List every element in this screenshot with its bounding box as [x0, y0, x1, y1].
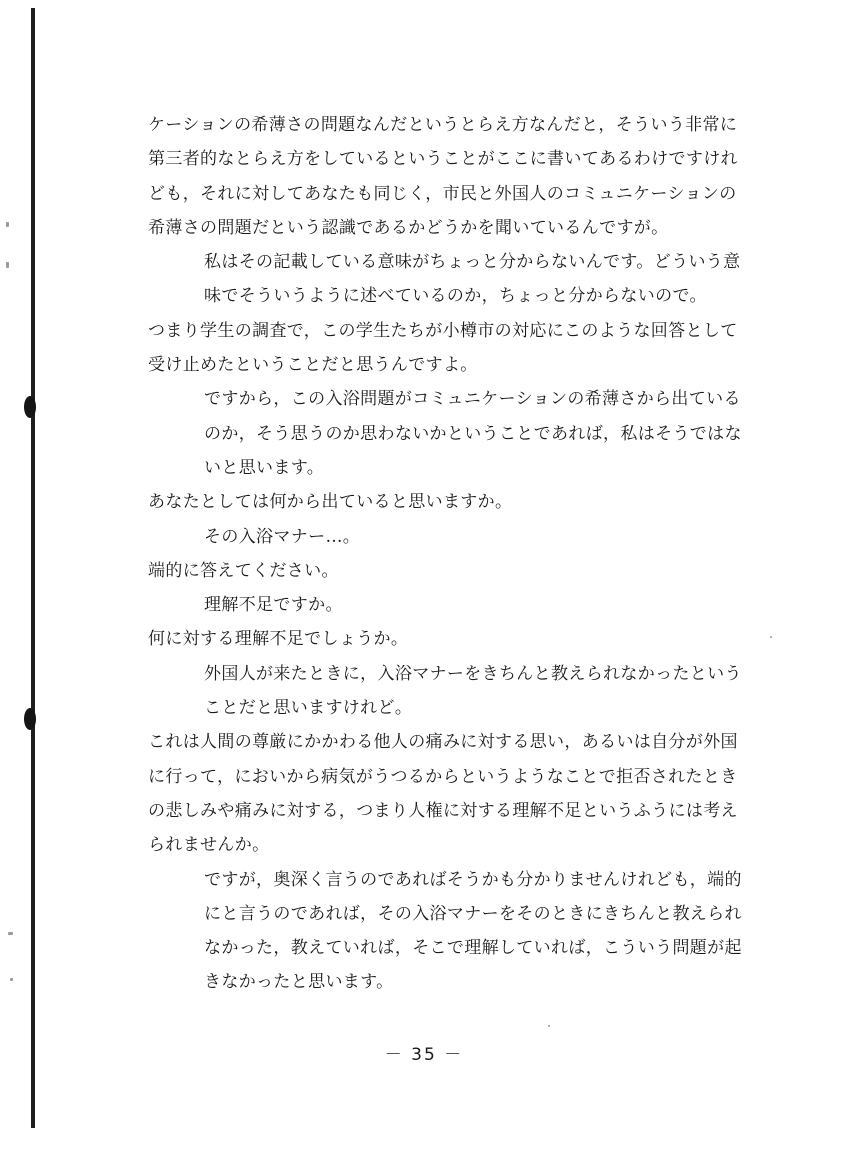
- answer-line: ですから，この入浴問題がコミュニケーションの希薄さから出ている: [204, 389, 741, 410]
- answer-line: のか，そう思うのか思わないかということであれば，私はそうではな: [204, 423, 742, 444]
- question-line: これは人間の尊厳にかかわる他人の痛みに対する思い，あるいは自分が外国: [148, 732, 738, 753]
- answer-line: ですが，奥深く言うのであればそうかも分かりませんけれども，端的: [204, 869, 742, 890]
- answer-line: その入浴マナー…。: [204, 526, 361, 547]
- question-line: られませんか。: [148, 835, 270, 856]
- question-line: ケーションの希薄さの問題なんだというとらえ方なんだと，そういう非常に: [148, 115, 738, 135]
- question-line: ども，それに対してあなたも同じく，市民と外国人のコミュニケーションの: [148, 183, 737, 204]
- answer-line: なかった，教えていれば，そこで理解していれば，こういう問題が起: [204, 938, 742, 959]
- document-body: [148, 108, 768, 1000]
- question-line: 端的に答えてください。: [148, 560, 339, 581]
- question-line: 何に対する理解不足でしょうか。: [148, 629, 409, 650]
- scan-speck: [10, 978, 13, 981]
- answer-line: にと言うのであれば，その入浴マナーをそのときにきちんと教えられ: [204, 903, 742, 924]
- answer-line: いと思います。: [204, 457, 325, 478]
- scan-speck: [6, 222, 9, 227]
- question-line: つまり学生の調査で，この学生たちが小樽市の対応にこのような回答として: [148, 320, 738, 341]
- scan-speck: [6, 262, 9, 268]
- answer-line: 私はその記載している意味がちょっと分からないんです。どういう意: [204, 252, 741, 273]
- answer-line: 外国人が来たときに，入浴マナーをきちんと教えられなかったという: [204, 663, 742, 684]
- scan-speck: [8, 932, 13, 935]
- answer-line: ことだと思いますけれど。: [204, 698, 413, 719]
- question-line: あなたとしては何から出ていると思いますか。: [148, 492, 513, 513]
- binding-hole-bottom: [24, 708, 36, 730]
- scan-speck: [770, 636, 772, 638]
- answer-line: きなかったと思います。: [204, 972, 394, 993]
- answer-line: 味でそういうように述べているのか，ちょっと分からないので。: [204, 286, 707, 307]
- answer-line: 理解不足ですか。: [204, 595, 343, 616]
- binding-hole-top: [24, 396, 36, 418]
- question-line: 希薄さの問題だという認識であるかどうかを聞いているんですが。: [148, 217, 669, 238]
- page-number: － 35 －: [384, 1045, 464, 1065]
- question-line: 第三者的なとらえ方をしているということがここに書いてあるわけですけれ: [148, 149, 738, 170]
- question-line: の悲しみや痛みに対する，つまり人権に対する理解不足というふうには考え: [148, 800, 738, 821]
- binding-line: [31, 8, 35, 1128]
- scan-speck: [548, 1025, 550, 1027]
- question-line: に行って，においから病気がうつるからというようなことで拒否されたとき: [148, 766, 738, 787]
- question-line: 受け止めたということだと思うんですよ。: [148, 355, 478, 376]
